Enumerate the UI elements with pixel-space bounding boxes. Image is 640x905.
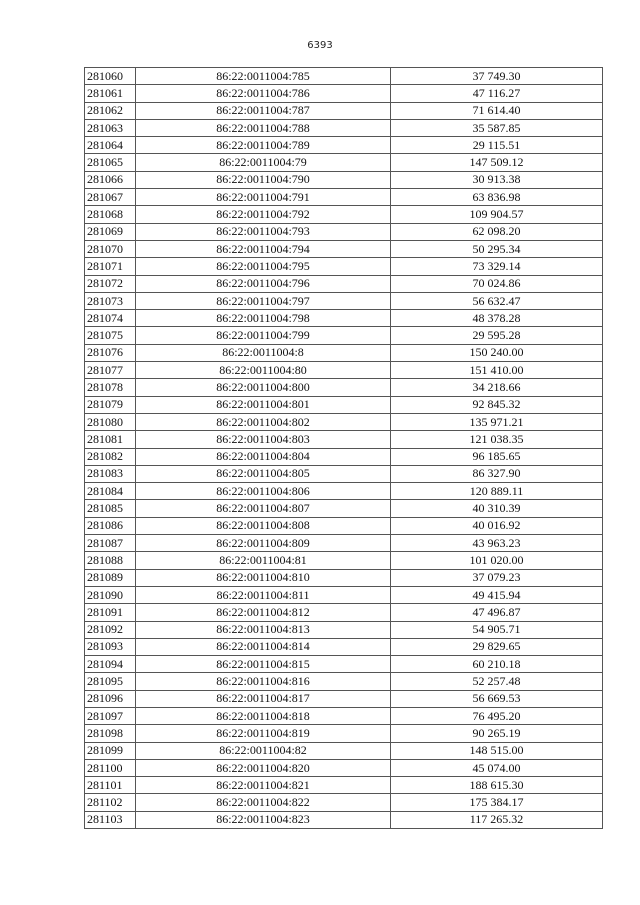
table-row (85, 240, 603, 257)
table-row (85, 690, 603, 707)
value-cell: 34 218.66 (391, 379, 603, 396)
table-row (85, 137, 603, 154)
row-id-cell: 281102 (85, 794, 136, 811)
table-row (85, 275, 603, 292)
row-id-cell: 281094 (85, 656, 136, 673)
table-row (85, 552, 603, 569)
row-id-cell: 281072 (85, 275, 136, 292)
value-cell: 76 495.20 (391, 707, 603, 724)
cadastral-number-cell: 86:22:0011004:793 (136, 223, 391, 240)
row-id-cell: 281100 (85, 759, 136, 776)
cadastral-number-cell: 86:22:0011004:805 (136, 465, 391, 482)
value-cell: 150 240.00 (391, 344, 603, 361)
row-id-cell: 281077 (85, 362, 136, 379)
row-id-cell: 281084 (85, 483, 136, 500)
cadastral-number-cell: 86:22:0011004:785 (136, 68, 391, 85)
cadastral-number-cell: 86:22:0011004:790 (136, 171, 391, 188)
table-row (85, 483, 603, 500)
value-cell: 49 415.94 (391, 586, 603, 603)
table-row (85, 327, 603, 344)
table-row (85, 223, 603, 240)
cadastral-number-cell: 86:22:0011004:798 (136, 310, 391, 327)
table-row (85, 500, 603, 517)
row-id-cell: 281075 (85, 327, 136, 344)
value-cell: 43 963.23 (391, 535, 603, 552)
row-id-cell: 281062 (85, 102, 136, 119)
table-row (85, 811, 603, 828)
table-row (85, 362, 603, 379)
cadastral-number-cell: 86:22:0011004:809 (136, 535, 391, 552)
cadastral-number-cell: 86:22:0011004:819 (136, 725, 391, 742)
table-row (85, 292, 603, 309)
table-row (85, 189, 603, 206)
value-cell: 147 509.12 (391, 154, 603, 171)
value-cell: 175 384.17 (391, 794, 603, 811)
cadastral-number-cell: 86:22:0011004:786 (136, 85, 391, 102)
table-row (85, 656, 603, 673)
cadastral-number-cell: 86:22:0011004:794 (136, 240, 391, 257)
value-cell: 71 614.40 (391, 102, 603, 119)
row-id-cell: 281071 (85, 258, 136, 275)
table-row (85, 465, 603, 482)
value-cell: 40 310.39 (391, 500, 603, 517)
row-id-cell: 281064 (85, 137, 136, 154)
value-cell: 60 210.18 (391, 656, 603, 673)
data-table (84, 67, 603, 829)
cadastral-number-cell: 86:22:0011004:807 (136, 500, 391, 517)
cadastral-number-cell: 86:22:0011004:81 (136, 552, 391, 569)
cadastral-number-cell: 86:22:0011004:812 (136, 604, 391, 621)
row-id-cell: 281088 (85, 552, 136, 569)
cadastral-number-cell: 86:22:0011004:810 (136, 569, 391, 586)
row-id-cell: 281093 (85, 638, 136, 655)
value-cell: 37 749.30 (391, 68, 603, 85)
value-cell: 47 496.87 (391, 604, 603, 621)
cadastral-number-cell: 86:22:0011004:8 (136, 344, 391, 361)
value-cell: 63 836.98 (391, 189, 603, 206)
cadastral-number-cell: 86:22:0011004:80 (136, 362, 391, 379)
value-cell: 45 074.00 (391, 759, 603, 776)
row-id-cell: 281060 (85, 68, 136, 85)
page-number: 6393 (307, 40, 333, 51)
row-id-cell: 281073 (85, 292, 136, 309)
row-id-cell: 281066 (85, 171, 136, 188)
row-id-cell: 281098 (85, 725, 136, 742)
table-row (85, 673, 603, 690)
row-id-cell: 281081 (85, 431, 136, 448)
cadastral-number-cell: 86:22:0011004:795 (136, 258, 391, 275)
value-cell: 29 115.51 (391, 137, 603, 154)
table-body (85, 68, 603, 829)
cadastral-number-cell: 86:22:0011004:806 (136, 483, 391, 500)
row-id-cell: 281101 (85, 777, 136, 794)
row-id-cell: 281082 (85, 448, 136, 465)
value-cell: 101 020.00 (391, 552, 603, 569)
row-id-cell: 281089 (85, 569, 136, 586)
cadastral-number-cell: 86:22:0011004:808 (136, 517, 391, 534)
table-row (85, 68, 603, 85)
table-row (85, 85, 603, 102)
table-row (85, 431, 603, 448)
table-row (85, 119, 603, 136)
row-id-cell: 281087 (85, 535, 136, 552)
table-row (85, 517, 603, 534)
row-id-cell: 281099 (85, 742, 136, 759)
value-cell: 35 587.85 (391, 119, 603, 136)
row-id-cell: 281091 (85, 604, 136, 621)
value-cell: 50 295.34 (391, 240, 603, 257)
table-row (85, 344, 603, 361)
row-id-cell: 281074 (85, 310, 136, 327)
row-id-cell: 281097 (85, 707, 136, 724)
cadastral-number-cell: 86:22:0011004:817 (136, 690, 391, 707)
table-row (85, 102, 603, 119)
row-id-cell: 281065 (85, 154, 136, 171)
value-cell: 47 116.27 (391, 85, 603, 102)
row-id-cell: 281078 (85, 379, 136, 396)
cadastral-number-cell: 86:22:0011004:813 (136, 621, 391, 638)
value-cell: 56 669.53 (391, 690, 603, 707)
table-row (85, 725, 603, 742)
table-row (85, 396, 603, 413)
row-id-cell: 281096 (85, 690, 136, 707)
row-id-cell: 281103 (85, 811, 136, 828)
table-row (85, 604, 603, 621)
row-id-cell: 281086 (85, 517, 136, 534)
row-id-cell: 281079 (85, 396, 136, 413)
row-id-cell: 281083 (85, 465, 136, 482)
value-cell: 37 079.23 (391, 569, 603, 586)
table-row (85, 310, 603, 327)
cadastral-number-cell: 86:22:0011004:791 (136, 189, 391, 206)
cadastral-number-cell: 86:22:0011004:79 (136, 154, 391, 171)
row-id-cell: 281090 (85, 586, 136, 603)
cadastral-number-cell: 86:22:0011004:803 (136, 431, 391, 448)
value-cell: 109 904.57 (391, 206, 603, 223)
value-cell: 52 257.48 (391, 673, 603, 690)
table-row (85, 707, 603, 724)
cadastral-number-cell: 86:22:0011004:811 (136, 586, 391, 603)
value-cell: 29 595.28 (391, 327, 603, 344)
row-id-cell: 281080 (85, 413, 136, 430)
cadastral-number-cell: 86:22:0011004:818 (136, 707, 391, 724)
cadastral-number-cell: 86:22:0011004:815 (136, 656, 391, 673)
row-id-cell: 281061 (85, 85, 136, 102)
cadastral-number-cell: 86:22:0011004:796 (136, 275, 391, 292)
table-row (85, 206, 603, 223)
table-row (85, 413, 603, 430)
table-row (85, 621, 603, 638)
table-row (85, 535, 603, 552)
cadastral-number-cell: 86:22:0011004:822 (136, 794, 391, 811)
value-cell: 188 615.30 (391, 777, 603, 794)
row-id-cell: 281070 (85, 240, 136, 257)
table-row (85, 448, 603, 465)
table-row (85, 759, 603, 776)
value-cell: 54 905.71 (391, 621, 603, 638)
value-cell: 56 632.47 (391, 292, 603, 309)
cadastral-number-cell: 86:22:0011004:821 (136, 777, 391, 794)
value-cell: 148 515.00 (391, 742, 603, 759)
value-cell: 135 971.21 (391, 413, 603, 430)
row-id-cell: 281076 (85, 344, 136, 361)
cadastral-number-cell: 86:22:0011004:788 (136, 119, 391, 136)
table-row (85, 258, 603, 275)
cadastral-number-cell: 86:22:0011004:82 (136, 742, 391, 759)
row-id-cell: 281068 (85, 206, 136, 223)
table-row (85, 777, 603, 794)
value-cell: 48 378.28 (391, 310, 603, 327)
value-cell: 70 024.86 (391, 275, 603, 292)
value-cell: 73 329.14 (391, 258, 603, 275)
cadastral-number-cell: 86:22:0011004:789 (136, 137, 391, 154)
cadastral-number-cell: 86:22:0011004:801 (136, 396, 391, 413)
cadastral-number-cell: 86:22:0011004:823 (136, 811, 391, 828)
value-cell: 40 016.92 (391, 517, 603, 534)
table-row (85, 586, 603, 603)
value-cell: 121 038.35 (391, 431, 603, 448)
table-row (85, 379, 603, 396)
row-id-cell: 281069 (85, 223, 136, 240)
value-cell: 29 829.65 (391, 638, 603, 655)
table-row (85, 171, 603, 188)
row-id-cell: 281063 (85, 119, 136, 136)
cadastral-number-cell: 86:22:0011004:820 (136, 759, 391, 776)
row-id-cell: 281067 (85, 189, 136, 206)
table-row (85, 154, 603, 171)
value-cell: 62 098.20 (391, 223, 603, 240)
cadastral-number-cell: 86:22:0011004:797 (136, 292, 391, 309)
value-cell: 86 327.90 (391, 465, 603, 482)
value-cell: 96 185.65 (391, 448, 603, 465)
table-row (85, 794, 603, 811)
table-row (85, 742, 603, 759)
value-cell: 90 265.19 (391, 725, 603, 742)
table-row (85, 638, 603, 655)
cadastral-number-cell: 86:22:0011004:787 (136, 102, 391, 119)
table-row (85, 569, 603, 586)
cadastral-number-cell: 86:22:0011004:802 (136, 413, 391, 430)
value-cell: 151 410.00 (391, 362, 603, 379)
value-cell: 117 265.32 (391, 811, 603, 828)
cadastral-number-cell: 86:22:0011004:800 (136, 379, 391, 396)
row-id-cell: 281095 (85, 673, 136, 690)
cadastral-number-cell: 86:22:0011004:816 (136, 673, 391, 690)
value-cell: 30 913.38 (391, 171, 603, 188)
value-cell: 92 845.32 (391, 396, 603, 413)
cadastral-number-cell: 86:22:0011004:804 (136, 448, 391, 465)
value-cell: 120 889.11 (391, 483, 603, 500)
row-id-cell: 281092 (85, 621, 136, 638)
row-id-cell: 281085 (85, 500, 136, 517)
cadastral-number-cell: 86:22:0011004:792 (136, 206, 391, 223)
cadastral-number-cell: 86:22:0011004:799 (136, 327, 391, 344)
cadastral-number-cell: 86:22:0011004:814 (136, 638, 391, 655)
